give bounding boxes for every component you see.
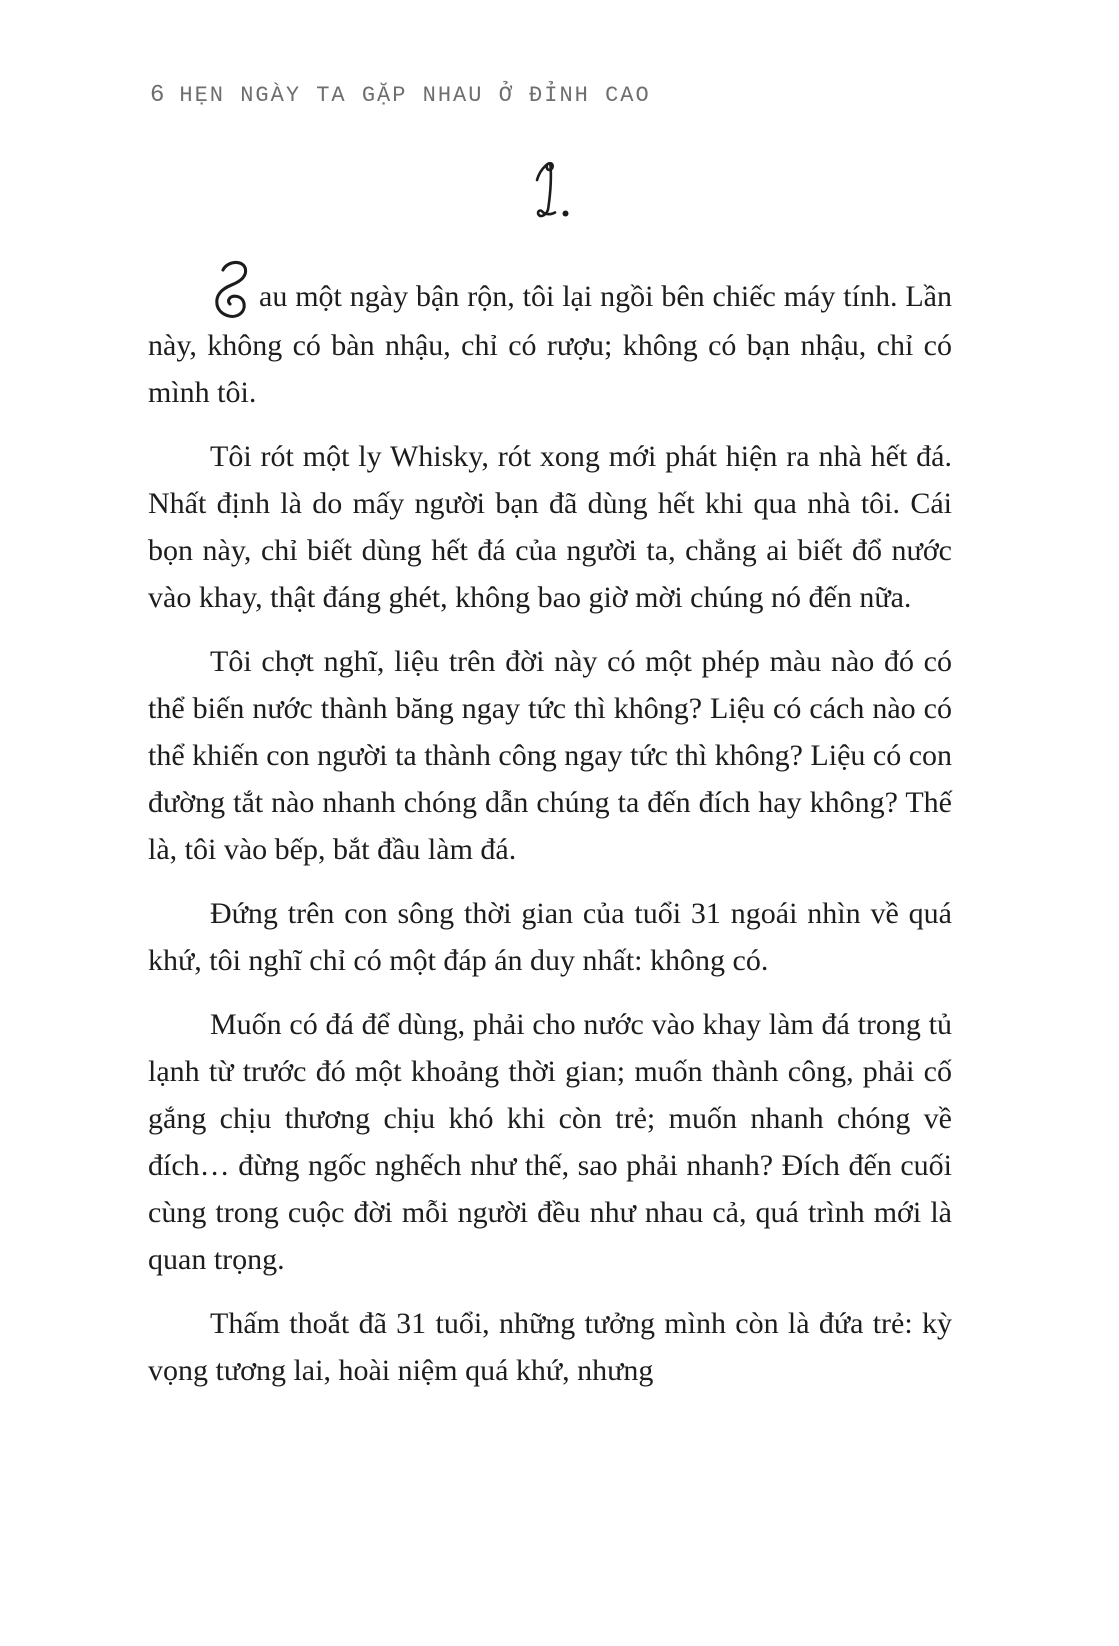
paragraph: Tôi rót một ly Whisky, rót xong mới phát hiện ra nhà hết đá. Nhất định là do mấy người bạn đã dùng hết khi qua nhà tôi. Cái bọn này, chỉ biết dùng hết đá của người ta, chẳng ai biết đổ nước vào khay, thật đáng ghét, không bao giờ mời chúng nó đến nữa. [148, 440, 952, 614]
page-number: 6 [150, 82, 165, 109]
dropcap-s-glyph [212, 258, 250, 322]
chapter-number [148, 156, 952, 233]
paragraph: Đứng trên con sông thời gian của tuổi 31 ngoái nhìn về quá khứ, tôi nghĩ chỉ có một đáp án duy nhất: không có. [148, 897, 952, 977]
dropcap-letter-s [212, 258, 250, 322]
body-text [148, 258, 952, 1411]
paragraph [148, 258, 952, 416]
paragraph: Tôi chợt nghĩ, liệu trên đời này có một phép màu nào đó có thể biến nước thành băng ngay tức thì không? Liệu có cách nào có thể khiến con người ta thành công ngay tức thì không? Liệu có con đường tắt nào nhanh chóng dẫn chúng ta đến đích hay không? Thế là, tôi vào bếp, bắt đầu làm đá. [148, 645, 953, 866]
chapter-number-glyph [524, 156, 576, 228]
paragraph-text: au một ngày bận rộn, tôi lại ngồi bên chiếc máy tính. Lần này, không có bàn nhậu, chỉ có rượu; không có bạn nhậu, chỉ có mình tôi. [148, 280, 952, 409]
paragraph: Thấm thoắt đã 31 tuổi, những tưởng mình còn là đứa trẻ: kỳ vọng tương lai, hoài niệm quá khứ, nhưng [148, 1307, 952, 1387]
paragraph: Muốn có đá để dùng, phải cho nước vào khay làm đá trong tủ lạnh từ trước đó một khoảng thời gian; muốn thành công, phải cố gắng chịu thương chịu khó khi còn trẻ; muốn nhanh chóng về đích… đừng ngốc nghếch như thế, sao phải nhanh? Đích đến cuối cùng trong cuộc đời mỗi người đều như nhau cả, quá trình mới là quan trọng. [148, 1008, 952, 1276]
running-title: HẸN NGÀY TA GẶP NHAU Ở ĐỈNH CAO [179, 83, 651, 108]
page-header [150, 82, 651, 109]
